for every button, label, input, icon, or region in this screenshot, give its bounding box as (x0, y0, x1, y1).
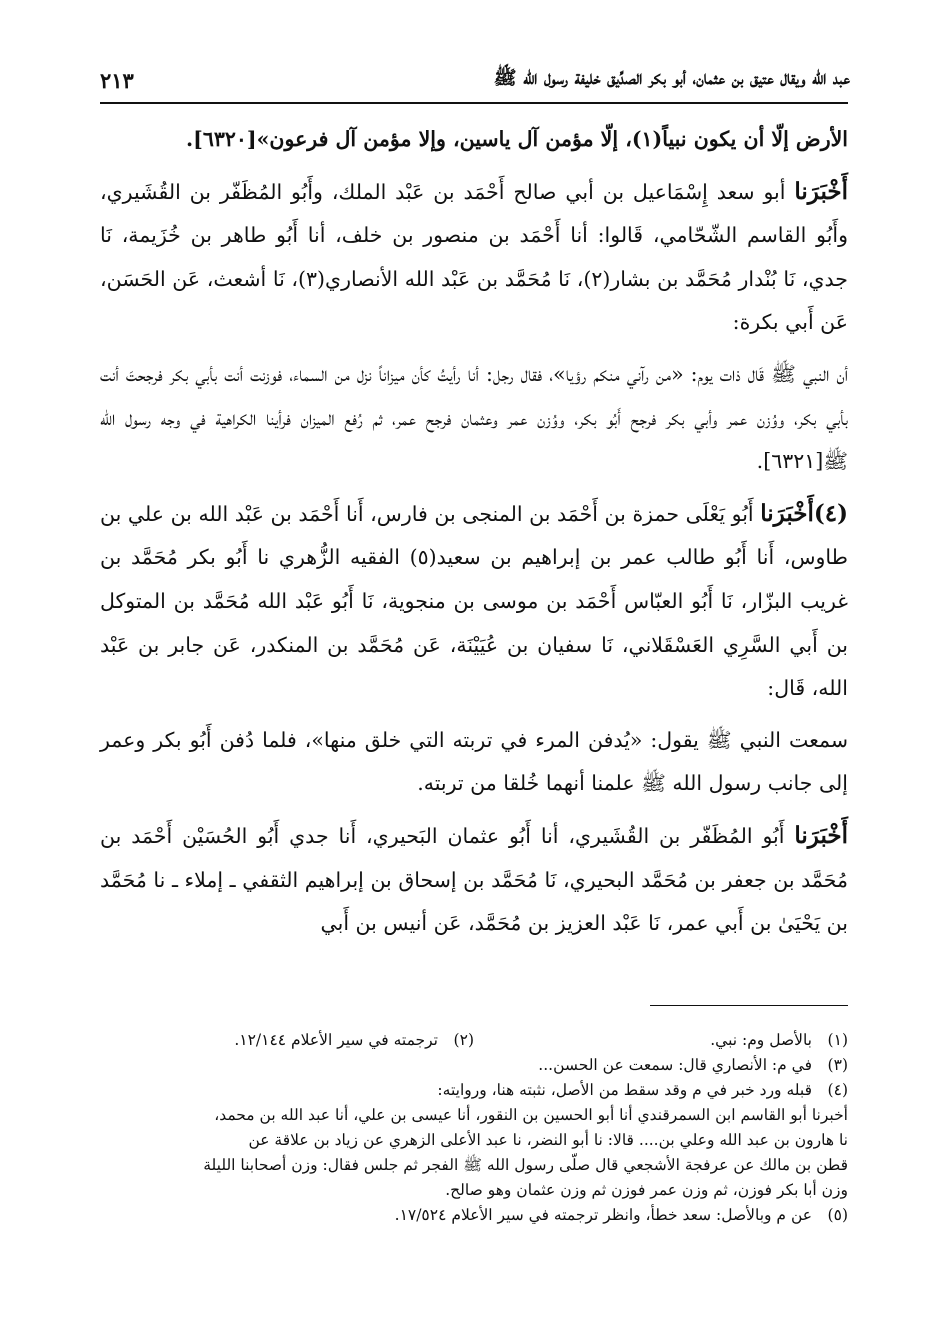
page-number: ٢١٣ (100, 67, 134, 93)
footnote-rule (650, 1005, 848, 1006)
paragraph-6: أَخْبَرَنا أَبُو المُظَفّر بن القُشَيري، أنا أَبُو عثمان البَحيري، أَنا جدي أَبُو الحُسَيْن أَحْمَد بن مُحَمَّد بن جعفر بن مُحَمَّد البحيري، نَا مُحَمَّد بن إسحاق بن إبراهيم الثقفي ـ إملاء ـ نا مُحَمَّد بن يَحْيَىٰ بن أَبي عمر، نَا عَبْد العزيز بن مُحَمَّد، عَن أنيس بن أَبي (100, 821, 848, 936)
paragraph-1: الأرض إلّا أن يكون نبياً(١)، إلّا مؤمن آل ياسين، وإلا مؤمن آل فرعون»[٦٣٢٠]. (186, 127, 848, 151)
footnote-5: (٥)عن م وبالأصل: سعد خطأ، وانظر ترجمته في سير الأعلام ١٧/٥٢٤. (394, 1206, 848, 1224)
paragraph-lead: أَخْبَرَنا (794, 177, 848, 205)
paragraph-lead: (٤)أَخْبَرَنا (760, 499, 848, 527)
footnote-row (100, 1028, 848, 1053)
paragraph-4: (٤)أَخْبَرَنا أَبُو يَعْلَى حمزة بن أَحْمَد بن المنجى بن فارس، أَنا أَحْمَد بن عَبْد الله بن علي بن طاوس، أَنا أَبُو طالب عمر بن إبراهيم بن سعيد(٥) الفقيه الزُّهري نا أَبُو بكر مُحَمَّد بن غريب البزّار، نَا أَبُو العبّاس أَحْمَد بن موسى بن منجوية، نَا أَبُو عَبْد الله مُحَمَّد بن المتوكل بن أَبي السَّرِي العَسْقَلاني، نَا سفيان بن عُيَيْنَة، عَن مُحَمَّد بن المنكدر، عَن جابر بن عَبْد الله، قَال: (100, 499, 848, 701)
paragraph-lead: أَخْبَرَنا (794, 821, 848, 849)
footnote-2: (٢)ترجمته في سير الأعلام ١٢/١٤٤. (234, 1031, 474, 1049)
footnote-4: (٤)قبله ورد خبر في م وقد سقط من الأصل، نثبته هنا، وروايته: أخبرنا أبو القاسم ابن السمرقندي أنا أبو الحسين بن النقور، أنا عيسى بن علي، أنا عبد الله بن محمد، نا هارون بن عبد الله وعلي بن.... قالا: نا أبو النضر، نا عبد الأعلى الزهري عن زياد بن علاقة عن قطن بن مالك عن عرفجة الأشجعي قال صلّى رسول الله ﷺ الفجر ثم جلس فقال: وزن أصحابنا الليلة وزن أبا بكر فوزن، ثم وزن عمر فوزن ثم وزن عثمان وهو صالح. (203, 1081, 848, 1199)
paragraph-3: أن النبي ﷺ قَال ذات يوم: «من رآني منكم رؤيا»، فقال رجل: أنا رأيتُ كأن ميزاناً نزل من السماء، فوزنت أنت بأبي بكر فرجحتَ أنت بأبي بكر، ووُزن عمر وأبي بكر فرجح أَبُو بكر، ووُزن عمر وعثمان فرجح عمر، ثم رُفع الميزان فرأينا الكراهية في وجه رسول الله ﷺ[٦٣٢١]. (100, 361, 848, 474)
header-rule (100, 102, 848, 104)
footnote-1: (١)بالأصل وم: نبي. (710, 1031, 848, 1049)
footnote-3: (٣)في م: الأنصاري قال: سمعت عن الحسن... (538, 1056, 848, 1074)
main-text (100, 118, 848, 954)
paragraph-2: أَخْبَرَنا أبو سعد إِسْمَاعيل بن أبي صالح أَحْمَد بن عَبْد الملك، وأَبُو المُظَفّر بن القُشَيري، وأَبُو القاسم الشّحّامي، قَالوا: أنا أَحْمَد بن منصور بن خلف، أنا أَبُو طاهر بن خُزَيمة، نَا جدي، نَا بُنْدار مُحَمَّد بن بشار(٢)، نَا مُحَمَّد بن عَبْد الله الأنصاري(٣)، نَا أشعث، عَن الحَسَن، عَن أَبي بكرة: (100, 177, 848, 335)
header-title: عبد الله ويقال عتيق بن عثمان، أبو بكر الصدِّيق خليفة رسول الله ﷺ (493, 67, 850, 89)
paragraph-5: سمعت النبي ﷺ يقول: «يُدفن المرء في تربته التي خلق منها»، فلما دُفن أَبُو بكر وعمر إلى جانب رسول الله ﷺ علمنا أنهما خُلقا من تربته. (100, 727, 848, 796)
running-header (100, 60, 850, 100)
footnotes (100, 1028, 848, 1228)
